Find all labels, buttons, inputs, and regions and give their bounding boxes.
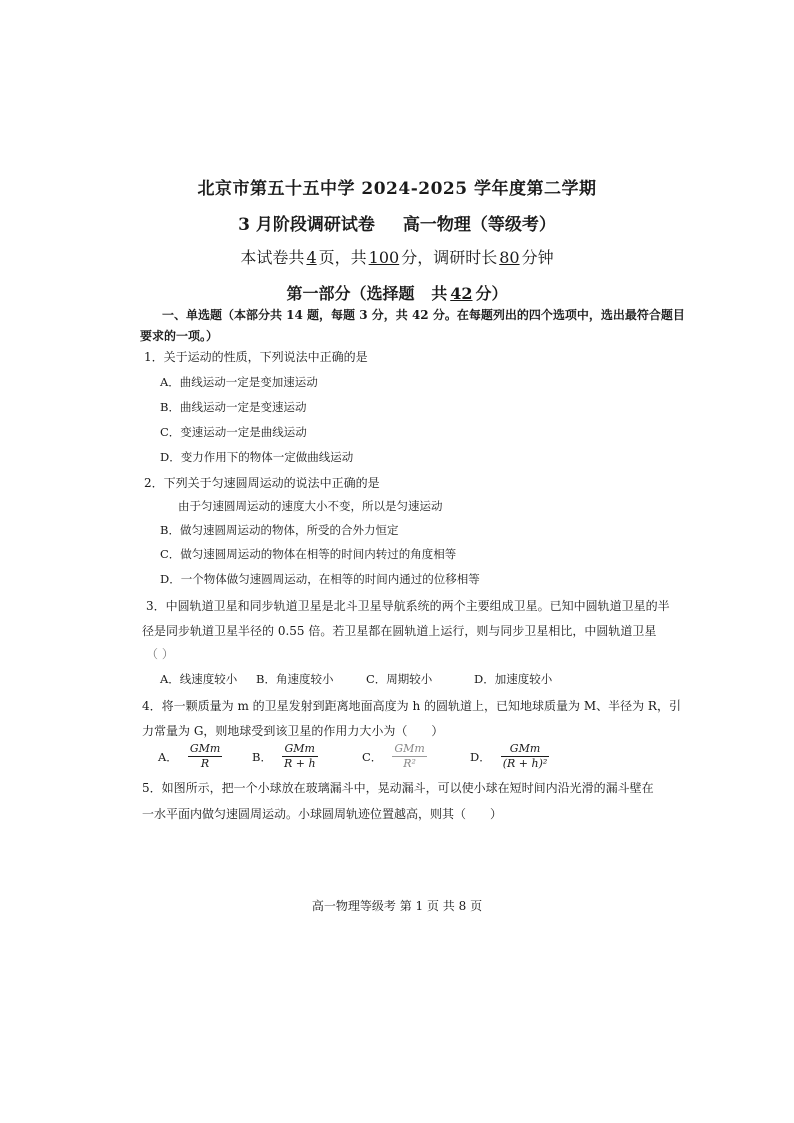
question-2-option-c: C．做匀速圆周运动的物体在相等的时间内转过的角度相等 [160, 547, 457, 561]
question-4-option-d-label: D． [470, 749, 491, 764]
section-instruction-line2: 要求的一项。） [140, 329, 219, 343]
question-1-stem: 1．关于运动的性质，下列说法中正确的是 [144, 350, 368, 364]
question-1-option-d: D．变力作用下的物体一定做曲线运动 [160, 450, 354, 464]
question-3-option-d: D．加速度较小 [474, 672, 553, 686]
part-heading-c: 分） [475, 284, 508, 303]
question-3-stem-line1: 3．中圆轨道卫星和同步轨道卫星是北斗卫星导航系统的两个主要组成卫星。已知中圆轨道卫星的半 [146, 599, 670, 613]
info-pages: 4 [306, 248, 317, 267]
exam-title-course: 高一物理（等级考） [402, 215, 556, 235]
info-text-d: 分钟 [521, 248, 554, 267]
question-4-option-b [252, 742, 318, 771]
question-2-option-d: D．一个物体做匀速圆周运动，在相等的时间内通过的位移相等 [160, 572, 480, 586]
question-5-stem-line1: 5．如图所示，把一个小球放在玻璃漏斗中，晃动漏斗，可以使小球在短时间内沿光滑的漏斗壁在 [142, 781, 654, 795]
info-time: 80 [499, 248, 520, 267]
question-5-stem-line2: 一水平面内做匀速圆周运动。小球圆周轨迹位置越高，则其（ ） [142, 807, 503, 821]
question-4-stem-line2: 力常量为 G，则地球受到该卫星的作用力大小为（ ） [142, 724, 444, 738]
formula-d: $\frac{\text{GMm}}{\text{(R + h)²}}$ [502, 742, 548, 770]
question-2-option-b: B．做匀速圆周运动的物体，所受的合外力恒定 [160, 523, 399, 537]
question-4-option-b-label: B． [252, 749, 272, 764]
question-3-option-c: C．周期较小 [366, 672, 433, 686]
question-3-option-a: A．线速度较小 [160, 672, 238, 686]
info-text-c: 分，调研时长 [401, 248, 498, 267]
part-heading-b: 共 [431, 284, 448, 303]
question-1-option-c: C．变速运动一定是曲线运动 [160, 425, 307, 439]
question-4-option-c-label: C． [362, 749, 383, 764]
part-heading [0, 281, 794, 304]
question-3-stem-line3: （ ） [146, 647, 174, 661]
page-footer: 高一物理等级考 第 1 页 共 8 页 [311, 899, 483, 913]
question-1-option-a: A．曲线运动一定是变加速运动 [160, 375, 318, 389]
exam-title-subject [0, 210, 794, 235]
question-4-option-c [362, 742, 427, 771]
question-4-option-a-label: A． [158, 749, 178, 764]
question-1-option-b: B．曲线运动一定是变速运动 [160, 400, 307, 414]
question-2-option-a: 由于匀速圆周运动的速度大小不变，所以是匀速运动 [178, 499, 443, 513]
exam-title-stage: 3 月阶段调研试卷 [238, 215, 375, 235]
part-score: 42 [450, 284, 473, 303]
question-3-option-b: B．角速度较小 [256, 672, 334, 686]
section-instruction-line1: 一、单选题（本部分共 14 题，每题 3 分，共 42 分。在每题列出的四个选项中，选出最符合题目 [162, 308, 685, 322]
question-4-option-a [158, 742, 222, 771]
exam-info [0, 245, 794, 268]
formula-c: $\frac{\text{GMm}}{\text{R²}}$ [394, 742, 425, 770]
info-text-a: 本试卷共 [240, 248, 305, 267]
question-2-stem: 2．下列关于匀速圆周运动的说法中正确的是 [144, 476, 380, 490]
question-4-option-d [470, 742, 549, 771]
exam-title-school: 北京市第五十五中学 2024-2025 学年度第二学期 [197, 179, 597, 199]
formula-b: $\frac{\text{GMm}}{R + h}$ [283, 742, 316, 770]
formula-a: $\frac{\text{GMm}}{R}$ [189, 742, 221, 770]
info-text-b: 页，共 [318, 248, 367, 267]
info-score: 100 [368, 248, 400, 267]
question-4-stem-line1: 4．将一颗质量为 m 的卫星发射到距离地面高度为 h 的圆轨道上，已知地球质量为 M、半径为 R，引 [142, 699, 681, 713]
question-3-stem-line2: 径是同步轨道卫星半径的 0.55 倍。若卫星都在圆轨道上运行，则与同步卫星相比，中圆轨道卫星 [142, 624, 657, 638]
part-heading-a: 第一部分（选择题 [286, 284, 415, 303]
